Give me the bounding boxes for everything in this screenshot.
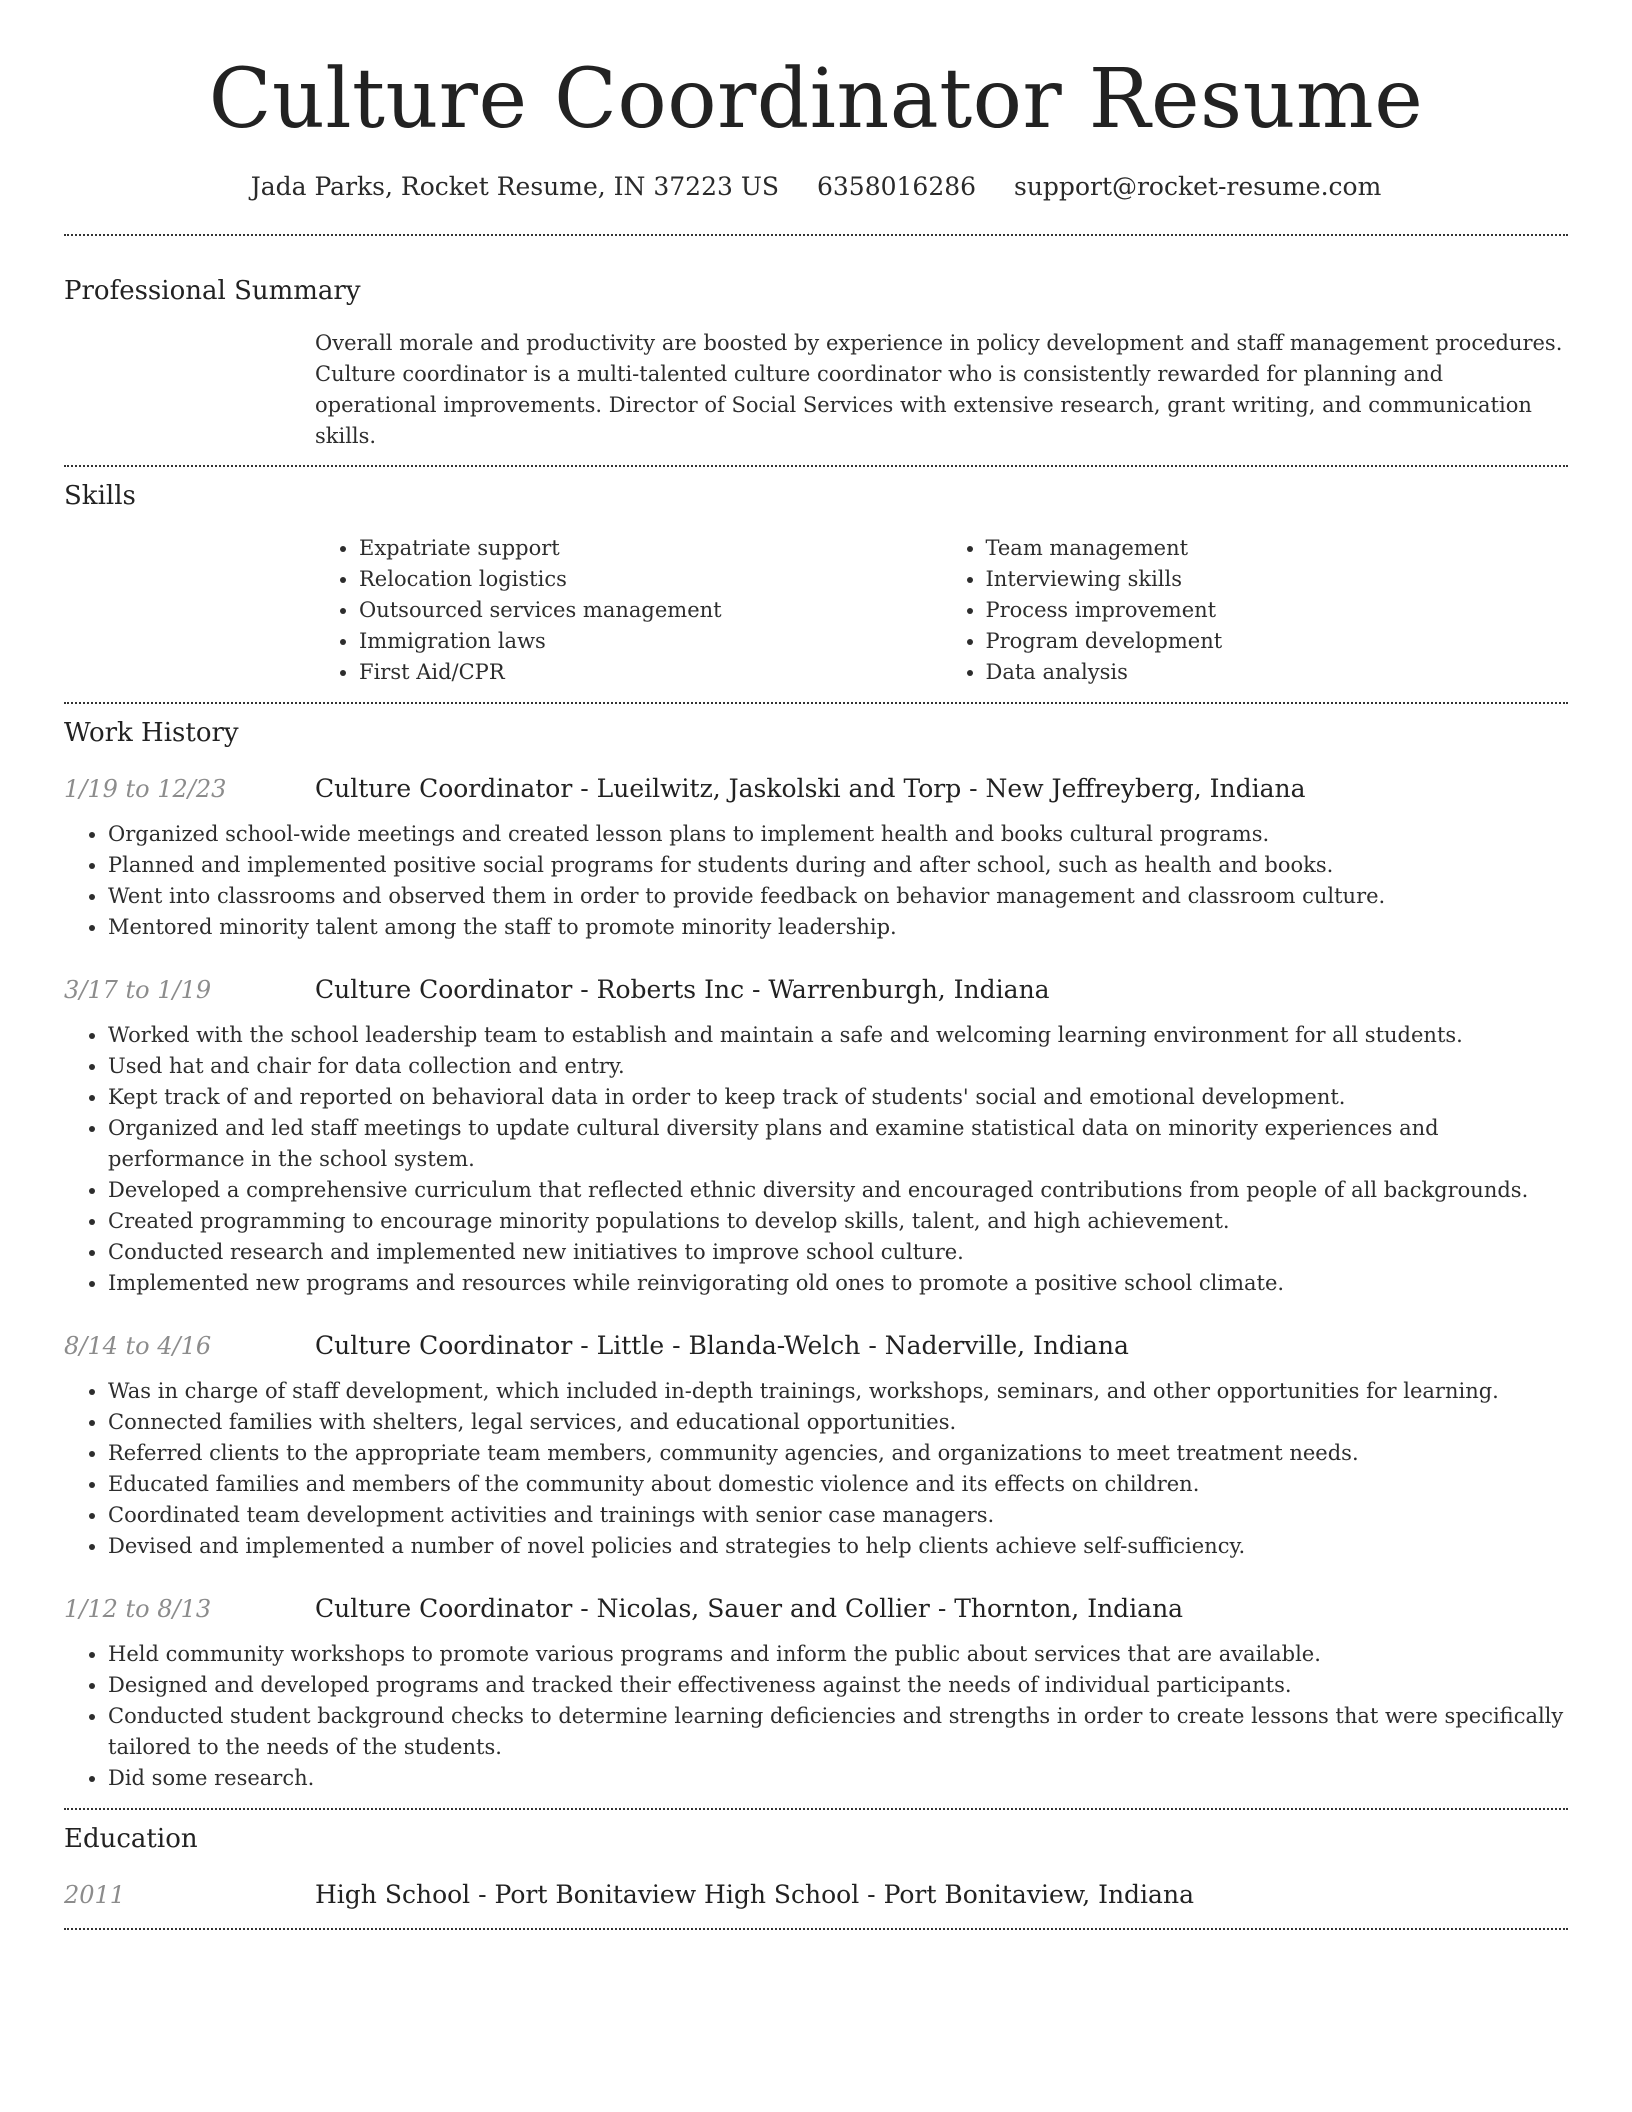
- education-section: [64, 1810, 1568, 1912]
- contact-address: Jada Parks, Rocket Resume, IN 37223 US: [250, 172, 780, 201]
- job-title: Culture Coordinator - Lueilwitz, Jaskolski and Torp - New Jeffreyberg, Indiana: [315, 774, 1306, 803]
- job-header: [64, 772, 1568, 806]
- contact-phone: 6358016286: [816, 172, 977, 201]
- list-item: • Designed and developed programs and tracked their effectiveness against the needs of individual participants.: [108, 1670, 1568, 1701]
- job-entry: [64, 1329, 1568, 1562]
- skills-heading: Skills: [64, 481, 136, 511]
- education-entry: [64, 1878, 1568, 1912]
- job-entry: [64, 973, 1568, 1299]
- list-item: • Went into classrooms and observed them in order to provide feedback on behavior management and classroom culture.: [108, 881, 1568, 912]
- skills-section: [64, 467, 1568, 688]
- list-item: • Mentored minority talent among the staff to promote minority leadership.: [108, 912, 1568, 943]
- job-date: 1/12 to 8/13: [64, 1595, 212, 1623]
- list-item: • Organized school-wide meetings and created lesson plans to implement health and books cultural programs.: [108, 819, 1568, 850]
- list-item: • Referred clients to the appropriate team members, community agencies, and organizations to meet treatment needs.: [108, 1438, 1568, 1469]
- work-heading: Work History: [64, 718, 239, 748]
- list-item: • Did some research.: [108, 1763, 1568, 1794]
- list-item: • Planned and implemented positive social programs for students during and after school, such as health and books.: [108, 850, 1568, 881]
- education-title: High School - Port Bonitaview High School - Port Bonitaview, Indiana: [315, 1880, 1194, 1909]
- list-item: • Team management: [986, 533, 1569, 564]
- job-bullets: [64, 1639, 1568, 1794]
- list-item: • Data analysis: [986, 657, 1569, 688]
- list-item: • Devised and implemented a number of novel policies and strategies to help clients achieve self-sufficiency.: [108, 1531, 1568, 1562]
- job-date: 3/17 to 1/19: [64, 976, 212, 1004]
- list-item: • Conducted research and implemented new initiatives to improve school culture.: [108, 1237, 1568, 1268]
- list-item: • Was in charge of staff development, which included in-depth trainings, workshops, seminars, and other opportunities for learning.: [108, 1376, 1568, 1407]
- list-item: • Coordinated team development activities and trainings with senior case managers.: [108, 1500, 1568, 1531]
- list-item: • Worked with the school leadership team to establish and maintain a safe and welcoming learning environment for all students.: [108, 1020, 1568, 1051]
- list-item: • Connected families with shelters, legal services, and educational opportunities.: [108, 1407, 1568, 1438]
- resume-title: Culture Coordinator Resume: [208, 52, 1424, 147]
- list-item: • Held community workshops to promote various programs and inform the public about services that are available.: [108, 1639, 1568, 1670]
- list-item: • Used hat and chair for data collection and entry.: [108, 1051, 1568, 1082]
- summary-heading: Professional Summary: [64, 276, 361, 306]
- job-title: Culture Coordinator - Little - Blanda-Welch - Naderville, Indiana: [315, 1331, 1129, 1360]
- job-bullets: [64, 1376, 1568, 1562]
- list-item: • Immigration laws: [359, 626, 942, 657]
- list-item: • Organized and led staff meetings to update cultural diversity plans and examine statistical data on minority experiences and performance in the school system.: [108, 1113, 1568, 1175]
- job-header: [64, 973, 1568, 1007]
- list-item: • Kept track of and reported on behavioral data in order to keep track of students' social and emotional development.: [108, 1082, 1568, 1113]
- education-date: 2011: [64, 1881, 126, 1909]
- job-title: Culture Coordinator - Nicolas, Sauer and Collier - Thornton, Indiana: [315, 1594, 1184, 1623]
- job-bullets: [64, 1020, 1568, 1299]
- job-title: Culture Coordinator - Roberts Inc - Warrenburgh, Indiana: [315, 975, 1050, 1004]
- divider: [64, 1928, 1568, 1930]
- list-item: • First Aid/CPR: [359, 657, 942, 688]
- list-item: • Educated families and members of the community about domestic violence and its effects on children.: [108, 1469, 1568, 1500]
- list-item: • Created programming to encourage minority populations to develop skills, talent, and high achievement.: [108, 1206, 1568, 1237]
- list-item: • Developed a comprehensive curriculum that reflected ethnic diversity and encouraged contributions from people of all backgrounds.: [108, 1175, 1568, 1206]
- skills-list-right: [942, 533, 1569, 688]
- list-item: • Implemented new programs and resources while reinvigorating old ones to promote a positive school climate.: [108, 1268, 1568, 1299]
- skills-list-left: [315, 533, 942, 688]
- list-item: • Program development: [986, 626, 1569, 657]
- contact-email: support@rocket-resume.com: [1014, 172, 1382, 201]
- list-item: • Outsourced services management: [359, 595, 942, 626]
- job-date: 1/19 to 12/23: [64, 775, 227, 803]
- job-entry: [64, 772, 1568, 943]
- skills-grid: [315, 533, 1568, 688]
- list-item: • Conducted student background checks to determine learning deficiencies and strengths in order to create lessons that were specifically tailored to the needs of the students.: [108, 1701, 1568, 1763]
- education-heading: Education: [64, 1824, 198, 1854]
- list-item: • Expatriate support: [359, 533, 942, 564]
- summary-text: Overall morale and productivity are boosted by experience in policy development and staff management procedures. Culture coordinator is a multi-talented culture coordinator who is consistently rewarded for planning and operational improvements. Director of Social Services with extensive research, grant writing, and communication skills.: [315, 331, 1563, 448]
- job-entry: [64, 1592, 1568, 1794]
- job-header: [64, 1592, 1568, 1626]
- summary-section: [64, 236, 1568, 452]
- work-section: [64, 704, 1568, 1794]
- contact-line: [64, 170, 1568, 204]
- list-item: • Interviewing skills: [986, 564, 1569, 595]
- job-date: 8/14 to 4/16: [64, 1332, 212, 1360]
- job-bullets: [64, 819, 1568, 943]
- list-item: • Process improvement: [986, 595, 1569, 626]
- job-header: [64, 1329, 1568, 1363]
- list-item: • Relocation logistics: [359, 564, 942, 595]
